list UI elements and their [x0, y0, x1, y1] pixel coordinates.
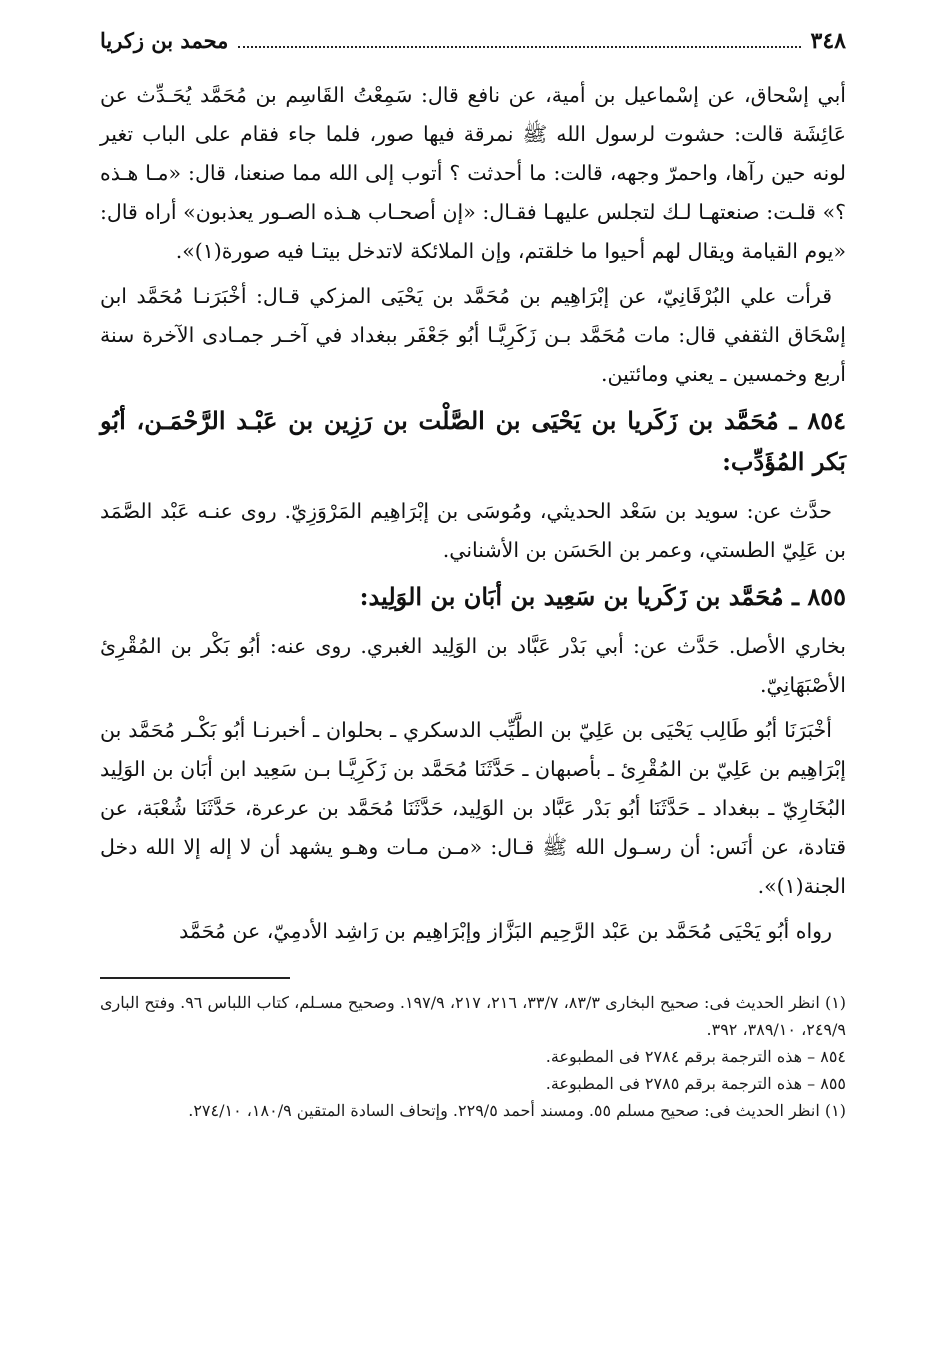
book-page [100, 28, 846, 1124]
paragraph-entry-855-riwaya: رواه أبُو يَحْيَى مُحَمَّد بن عَبْد الرَّحِيم البَزَّاز وإبْرَاهِيم بن رَاشِد الأدمِيّ، عن مُحَمَّد [179, 919, 832, 943]
footnote-2: (١) انظر الحديث فى: صحيح مسلم ٥٥. ومسند أحمد ٢٢٩/٥. وإتحاف السادة المتقين ١٨٠/٩، ٢٧٤/١٠. [188, 1101, 846, 1120]
paragraph-death-report: قرأت علي البُرْقَانِيّ، عن إبْرَاهِيم بن مُحَمَّد بن يَحْيَى المزكي قـال: أخْبَرَنـا مُحَمَّد ابن إسْحَاق الثقفي قال: مات مُحَمَّد بـن زَكَرِيَّـا أبُو جَعْفَر ببغداد في آخـر جمـادى الآخرة سنة أربع وخمسين ـ يعني ومائتين. [100, 284, 846, 386]
page-number: ٣٤٨ [810, 28, 846, 54]
entry-heading-854: ٨٥٤ ـ مُحَمَّد بن زَكَريا بن يَحْيَى بن الصَّلْت بن رَزِين بن عَبْـد الرَّحْمَـن، أبُو بَكر المُؤَدِّب: [100, 406, 847, 476]
running-header [100, 28, 846, 76]
running-title: محمد بن زكريا [100, 28, 229, 53]
dotted-leader [238, 46, 800, 48]
paragraph-entry-854: حدَّث عن: سويد بن سَعْد الحديثي، ومُوسَى بن إبْرَاهِيم المَرْوَزِيّ. روى عنـه عَبْد الصَّمَد بن عَلِيّ الطستي، وعمر بن الحَسَن بن الأشناني. [100, 499, 846, 562]
paragraph-entry-855-isnad: أخْبَرَنَا أبُو طَالِب يَحْيَى بن عَلِيّ بن الطَّيِّب الدسكري ـ بحلوان ـ أخبرنـا أبُو بَكْـر مُحَمَّد بن إبْرَاهِيم بن عَلِيّ بن المُقْرِئ ـ بأصبهان ـ حَدَّثَنَا مُحَمَّد بن زَكَرِيَّـا بـن سَعِيد ابن أبَان بن الوَلِيد البُخَارِيّ ـ ببغداد ـ حَدَّثَنَا أبُو بَدْر عَبَّاد بن الوَلِيد، حَدَّثَنَا مُحَمَّد بن عرعرة، حَدَّثَنَا شُعْبَة، عن قتادة، عن أنَس: أن رسـول الله ﷺ قـال: «مـن مـات وهـو يشهد أن لا إله إلا الله دخل الجنة(١)». [100, 718, 846, 898]
paragraph-hadith-aisha: أبي إسْحاق، عن إسْماعيل بن أمية، عن نافع قال: سَمِعْتُ القَاسِم بن مُحَمَّد يُحَـدِّث عن عَائِشَة قالت: حشوت لرسول الله ﷺ نمرقة فيها صور، فلما جاء فقام على الباب تغير لونه حين رآها، واحمرّ وجهه، قالت: ما أحدثت ؟ أتوب إلى الله مما صنعنا، قال: «مـا هـذه ؟» قلـت: صنعتهـا لـك لتجلس عليهـا فقـال: «إن أصحـاب هـذه الصـور يعذبون» أراه قال: «يوم القيامة ويقال لهم أحيوا ما خلقتم، وإن الملائكة لاتدخل بيتـا فيه صورة(١)». [100, 83, 846, 263]
paragraph-entry-855-intro: بخاري الأصل. حَدَّث عن: أبي بَدْر عَبَّاد بن الوَلِيد الغبري. روى عنه: أبُو بَكْر بن المُقْرِئ الأصْبَهَانِيّ. [100, 634, 846, 697]
footnote-854: ٨٥٤ – هذه الترجمة برقم ٢٧٨٤ فى المطبوعة. [545, 1047, 846, 1066]
footnote-separator [100, 977, 290, 979]
footnote-1: (١) انظر الحديث فى: صحيح البخارى ٨٣/٣، ٣٣/٧، ٢١٦، ٢١٧، ١٩٧/٩. وصحيح مسـلم، كتاب اللباس ٩٦. وفتح البارى ٢٤٩/٩، ٣٨٩/١٠، ٣٩٢. [100, 993, 847, 1039]
footnote-855: ٨٥٥ – هذه الترجمة برقم ٢٧٨٥ فى المطبوعة. [545, 1074, 846, 1093]
entry-heading-855: ٨٥٥ ـ مُحَمَّد بن زَكَريا بن سَعِيد بن أبَان بن الوَلِيد: [359, 582, 846, 611]
